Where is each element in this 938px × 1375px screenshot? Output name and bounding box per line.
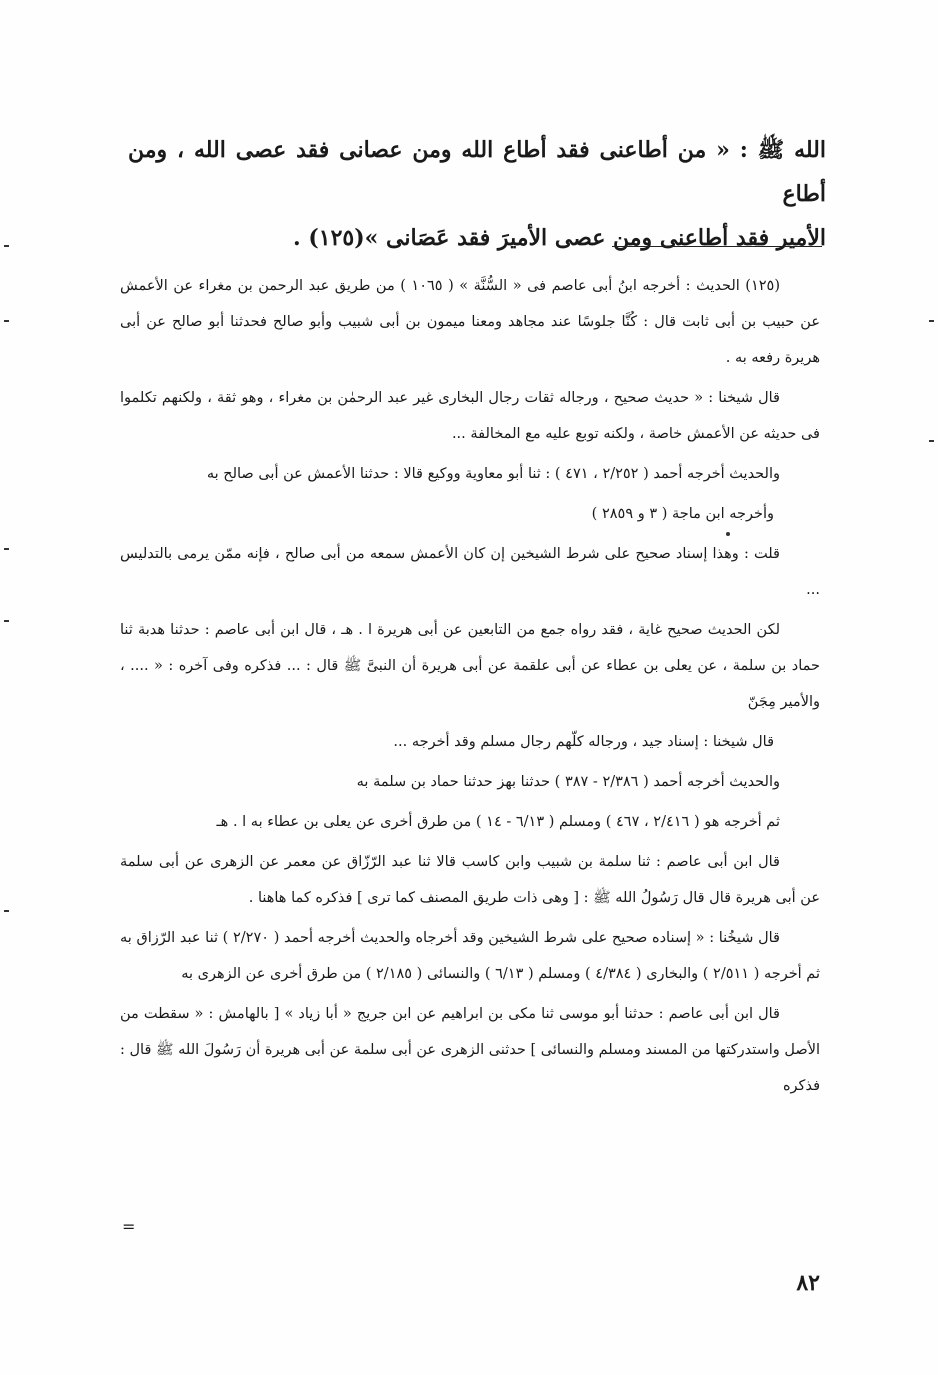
footnote-paragraph: قال شيخنا : إسناد جيد ، ورجاله كلّهم رجال مسلم وقد أخرجه ... [393, 734, 774, 750]
continuation-mark: = [122, 1217, 136, 1236]
footnote-paragraph: لكن الحديث صحيح غاية ، فقد رواه جمع من التابعين عن أبى هريرة ا . هـ ، قال ابن أبى عاصم : حدثنا هدبة ثنا حماد بن سلمة ، عن يعلى بن عطاء عن أبى علقمة عن أبى هريرة أن النبىَّ ﷺ قال : ... فذكره وفى آخره : « .... ، والأمير مِجَنّ [120, 622, 820, 710]
page-number: ٨٢ [796, 1270, 820, 1296]
footnote-paragraph: (١٢٥) الحديث : أخرجه ابنُ أبى عاصم فى « السُّنَّة » ( ١٠٦٥ ) من طريق عبد الرحمن بن مغراء عن الأعمش عن حبيب بن أبى ثابت قال : كُنَّا جلوسًا عند مجاهد ومعنا ميمون بن أبى شبيب وأبو صالح فحدثنا أبو صالح عن أبى هريرة رفعه به . [120, 278, 820, 366]
ink-dot [726, 532, 730, 536]
margin-mark [929, 320, 934, 322]
main-text [128, 128, 826, 260]
main-line-1: الله ﷺ : « من أطاعنى فقد أطاع الله ومن عصانى فقد عصى الله ، ومن أطاع [128, 137, 826, 207]
margin-mark [929, 440, 934, 442]
footnote-paragraph: والحديث أخرجه أحمد ( ٢/٣٨٦ - ٣٨٧ ) حدثنا بهز حدثنا حماد بن سلمة به [356, 774, 780, 790]
footnotes [120, 268, 820, 1108]
footnote-paragraph: والحديث أخرجه أحمد ( ٢/٢٥٢ ، ٤٧١ ) : ثنا أبو معاوية ووكيع قالا : حدثنا الأعمش عن أبى صالح به [206, 466, 780, 482]
footnote-paragraph: قلت : وهذا إسناد صحيح على شرط الشيخين إن كان الأعمش سمعه من أبى صالح ، فإنه ممّن يرمى بالتدليس ... [120, 546, 820, 598]
footnote-paragraph: قال ابن أبى عاصم : ثنا سلمة بن شبيب وابن كاسب قالا ثنا عبد الرّزّاق عن معمر عن الزهرى عن أبى سلمة عن أبى هريرة قال قال رَسُولُ الله ﷺ : [ وهى ذات طريق المصنف كما ترى ] فذكره كما هاهنا . [120, 854, 820, 906]
footnote-paragraph: قال شيخُنا : « إسناده صحيح على شرط الشيخين وقد أخرجاه والحديث أخرجه أحمد ( ٢/٢٧٠ ) ثنا عبد الرّزاق به ثم أخرجه ( ٢/٥١١ ) والبخارى ( ٤/٣٨٤ ) ومسلم ( ٦/١٣ ) والنسائى ( ٢/١٨٥ ) من طرق أخرى عن الزهرى به [120, 930, 820, 982]
margin-mark [4, 910, 9, 912]
footnote-paragraph: قال ابن أبى عاصم : حدثنا أبو موسى ثنا مكى بن ابراهيم عن ابن جريج « أبا زياد » [ بالهامش : « سقطت من الأصل واستدركتها من المسند ومسلم والنسائى ] حدثنى الزهرى عن أبى سلمة عن أبى هريرة أن رَسُولَ الله ﷺ قال : فذكره [120, 1006, 820, 1094]
margin-mark [4, 620, 9, 622]
footnote-paragraph: قال شيخنا : « حديث صحيح ، ورجاله ثقات رجال البخارى غير عبد الرحمٰن بن مغراء ، وهو ثقة ، ولكنهم تكلموا فى حديثه عن الأعمش خاصة ، ولكنه توبع عليه مع المخالفة ... [120, 390, 820, 442]
margin-mark [4, 245, 9, 247]
main-line-2: الأمير فقد أطاعنى ومن عصى الأميرَ فقد عَصَانى »(١٢٥) . [293, 225, 826, 251]
footnote-paragraph: ثم أخرجه هو ( ٢/٤١٦ ، ٤٦٧ ) ومسلم ( ٦/١٣ - ١٤ ) من طرق أخرى عن يعلى بن عطاء به ا . هـ [216, 814, 780, 830]
footnote-paragraph: وأخرجه ابن ماجة ( ٣ و ٢٨٥٩ ) [591, 506, 774, 522]
margin-mark [4, 320, 9, 322]
margin-mark [4, 548, 9, 550]
footnote-separator [612, 246, 822, 247]
